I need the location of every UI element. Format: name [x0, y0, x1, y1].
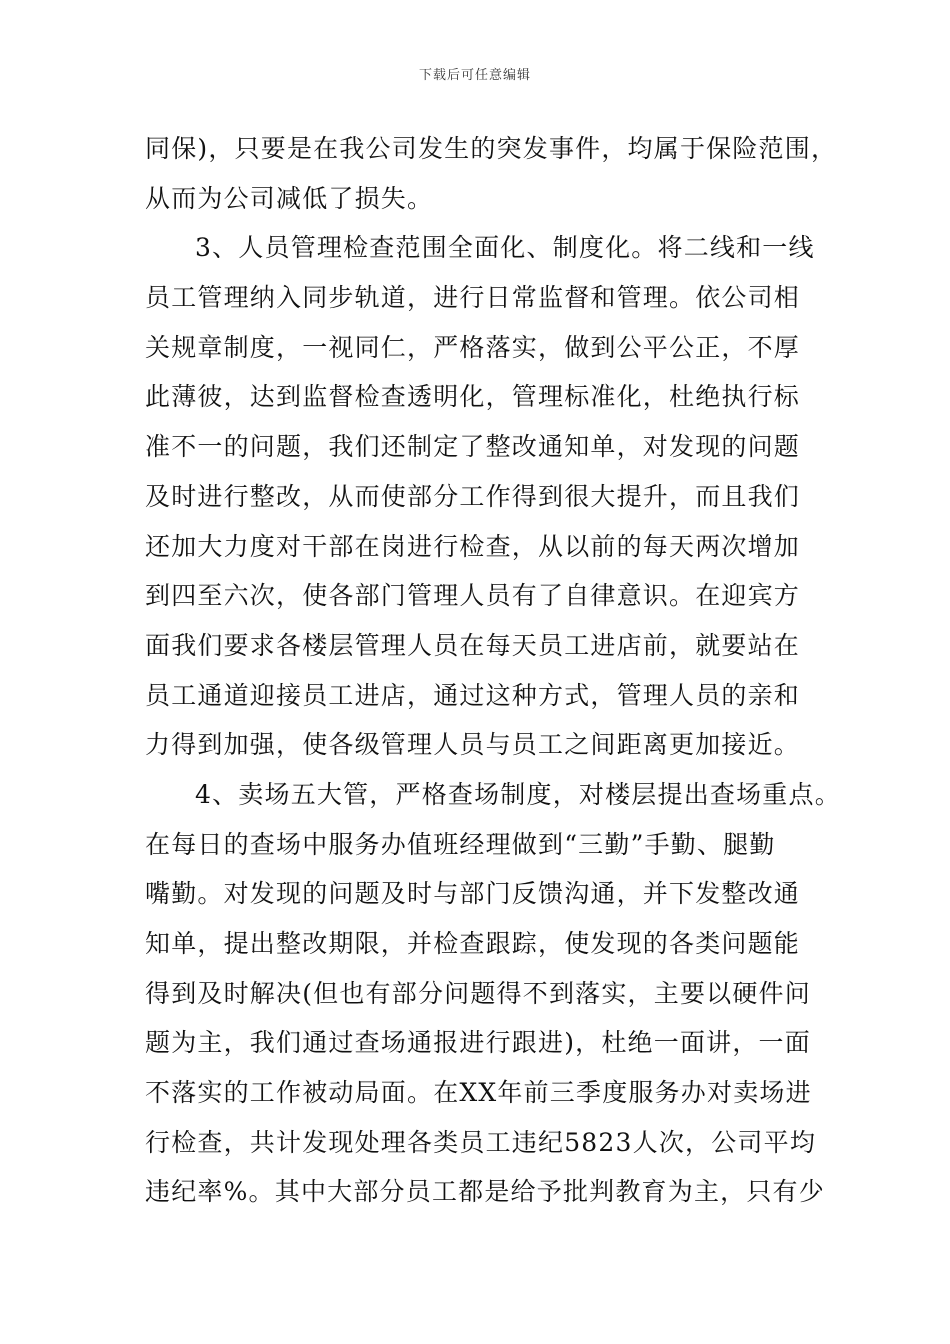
text-line: 员工管理纳入同步轨道，进行日常监督和管理。依公司相 [145, 283, 801, 313]
page-header: 下载后可任意编辑 [418, 68, 531, 83]
text-line: 关规章制度，一视同仁，严格落实，做到公平公正，不厚 [145, 332, 801, 362]
text-line: 到四至六次，使各部门管理人员有了自律意识。在迎宾方 [145, 581, 801, 611]
text-line: 得到及时解决(但也有部分问题得不到落实，主要以硬件问 [145, 978, 811, 1008]
text-line: 准不一的问题，我们还制定了整改通知单，对发现的问题 [145, 432, 801, 462]
text-line: 不落实的工作被动局面。在XX年前三季度服务办对卖场进 [145, 1078, 812, 1108]
text-line: 力得到加强，使各级管理人员与员工之间距离更加接近。 [145, 730, 801, 760]
paragraph-start-line: 4、卖场五大管，严格查场制度，对楼层提出查场重点。 [195, 779, 841, 809]
text-line: 违纪率%。其中大部分员工都是给予批判教育为主，只有少 [145, 1177, 825, 1207]
text-line: 及时进行整改，从而使部分工作得到很大提升，而且我们 [145, 481, 801, 511]
text-line: 此薄彼，达到监督检查透明化，管理标准化，杜绝执行标 [145, 382, 801, 412]
document-body [145, 124, 841, 1217]
text-line: 知单，提出整改期限，并检查跟踪，使发现的各类问题能 [145, 929, 801, 958]
text-line: 员工通道迎接员工进店，通过这种方式，管理人员的亲和 [145, 680, 801, 710]
text-line: 在每日的查场中服务办值班经理做到“三勤”手勤、腿勤 [145, 829, 776, 859]
text-line: 还加大力度对干部在岗进行检查，从以前的每天两次增加 [145, 531, 801, 561]
text-line: 嘴勤。对发现的问题及时与部门反馈沟通，并下发整改通 [145, 879, 801, 909]
text-line: 题为主，我们通过查场通报进行跟进)，杜绝一面讲，一面 [145, 1028, 811, 1058]
text-line: 从而为公司减低了损失。 [145, 183, 434, 213]
text-line: 同保)，只要是在我公司发生的突发事件，均属于保险范围， [145, 134, 838, 163]
text-line: 面我们要求各楼层管理人员在每天员工进店前，就要站在 [145, 630, 801, 660]
text-line: 行检查，共计发现处理各类员工违纪5823人次，公司平均 [145, 1127, 817, 1157]
paragraph-start-line: 3、人员管理检查范围全面化、制度化。将二线和一线 [195, 233, 815, 263]
